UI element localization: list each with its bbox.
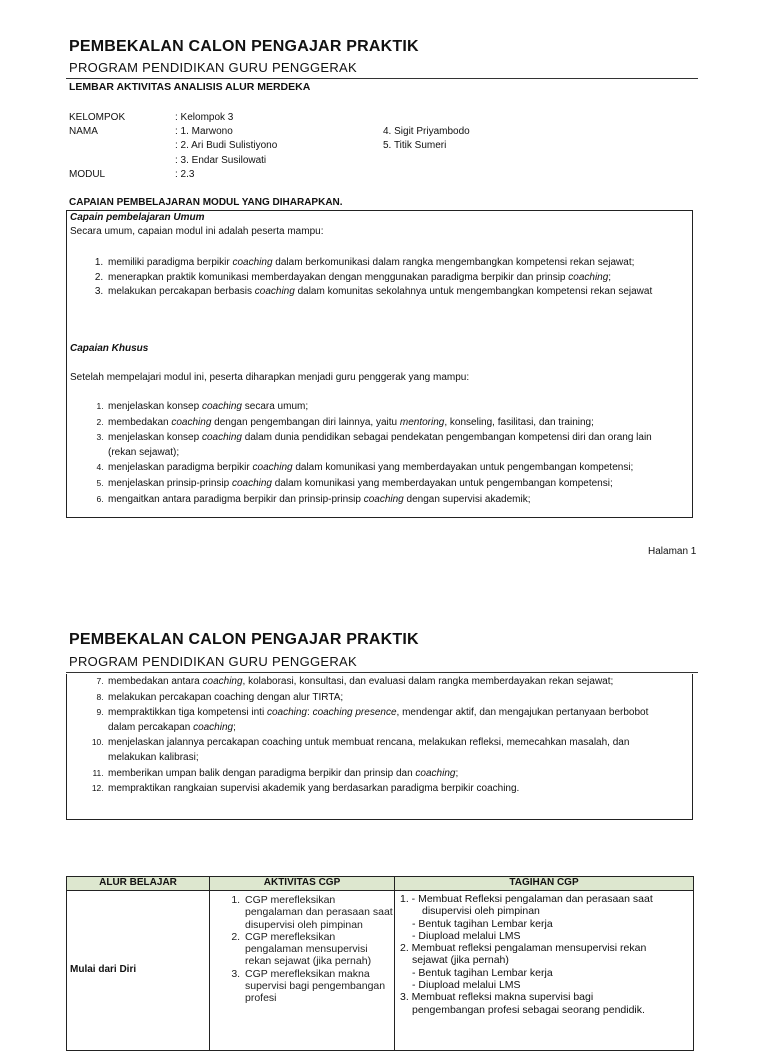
tagihan-line: pengembangan profesi sebagai seorang pendidik. [412, 1003, 645, 1016]
list-item: 3. melakukan percakapan berbasis coaching dalam komunitas sekolahnya untuk mengembangkan kompetensi rekan sejawat [106, 285, 670, 300]
tagihan-line: 2. Membuat refleksi pengalaman mensupervisi rekan [400, 942, 647, 955]
kelompok-value: : Kelompok 3 [175, 112, 234, 123]
tagihan-line: 1. - Membuat Refleksi pengalaman dan perasaan saat [400, 893, 653, 905]
tagihan-line: sejawat (jika pernah) [412, 954, 509, 967]
capaian-box [66, 210, 693, 518]
table-row [67, 891, 694, 1051]
table-header-row [67, 877, 694, 891]
list-item: 9. mempraktikkan tiga kompetensi inti coaching: coaching presence, mendengar aktif, dan mengajukan pertanyaan berbobot dalam percakapan coaching; [106, 705, 670, 735]
tagihan-line: - Diupload melalui LMS [412, 929, 521, 942]
alur-cell: Mulai dari Diri [67, 891, 210, 1051]
nama-label: NAMA [69, 126, 98, 137]
program-subtitle: PROGRAM PENDIDIKAN GURU PENGGERAK [69, 60, 357, 75]
sheet-title: LEMBAR AKTIVITAS ANALISIS ALUR MERDEKA [69, 81, 311, 93]
kelompok-label: KELOMPOK [69, 112, 126, 123]
umum-list [70, 256, 670, 300]
alur-table [66, 876, 694, 1051]
header-alur: ALUR BELAJAR [67, 877, 210, 891]
umum-title: Capain pembelajaran Umum [70, 212, 205, 223]
tagihan-line: 3. Membuat refleksi makna supervisi bagi [400, 991, 594, 1004]
member-1: : 1. Marwono [175, 126, 233, 137]
list-item: 3. menjelaskan konsep coaching dalam dunia pendidikan sebagai pendekatan pengembangan kompetensi diri dan orang lain (rekan sejawat); [106, 430, 670, 460]
capaian-box-continued [66, 674, 693, 820]
member-2: : 2. Ari Budi Sulistiyono [175, 140, 278, 151]
list-item: 6. mengaitkan antara paradigma berpikir dan prinsip-prinsip coaching dengan supervisi akademik; [106, 492, 670, 508]
page-number: Halaman 1 [648, 546, 697, 557]
member-4: 4. Sigit Priyambodo [383, 126, 470, 137]
khusus-list-page2 [70, 674, 670, 797]
modul-label: MODUL [69, 169, 106, 180]
program-subtitle-2: PROGRAM PENDIDIKAN GURU PENGGERAK [69, 654, 357, 669]
member-5: 5. Titik Sumeri [383, 140, 447, 151]
list-item: 2. menerapkan praktik komunikasi memberdayakan dengan menggunakan paradigma berpikir dan prinsip coaching; [106, 271, 670, 286]
khusus-intro: Setelah mempelajari modul ini, peserta diharapkan menjadi guru penggerak yang mampu: [70, 372, 470, 383]
tagihan-line: - Bentuk tagihan Lembar kerja [412, 966, 553, 979]
header-rule-2 [66, 672, 698, 673]
aktivitas-cell [210, 891, 395, 1051]
tagihan-line: - Diupload melalui LMS [412, 979, 521, 992]
modul-value: : 2.3 [175, 169, 195, 180]
list-item: 1. memiliki paradigma berpikir coaching dalam berkomunikasi dalam rangka mengembangkan kompetensi rekan sejawat; [106, 256, 670, 271]
member-3: : 3. Endar Susilowati [175, 155, 267, 166]
list-item: 8. melakukan percakapan coaching dengan alur TIRTA; [106, 690, 670, 706]
page-title: PEMBEKALAN CALON PENGAJAR PRAKTIK [69, 38, 419, 55]
khusus-title: Capaian Khusus [70, 343, 149, 354]
header-aktivitas: AKTIVITAS CGP [210, 877, 395, 891]
list-item: 5. menjelaskan prinsip-prinsip coaching dalam komunikasi yang memberdayakan untuk pengembangan kompetensi; [106, 476, 670, 492]
umum-intro: Secara umum, capaian modul ini adalah peserta mampu: [70, 226, 324, 237]
list-item: 11. memberikan umpan balik dengan paradigma berpikir dan prinsip dan coaching; [106, 766, 670, 782]
page-title-2: PEMBEKALAN CALON PENGAJAR PRAKTIK [69, 631, 419, 648]
khusus-list-page1 [70, 399, 670, 507]
header-tagihan: TAGIHAN CGP [395, 877, 694, 891]
aktivitas-item: 1. CGP merefleksikan pengalaman dan perasaan saat disupervisi oleh pimpinan [243, 894, 393, 931]
tagihan-cell [395, 891, 694, 1051]
list-item: 1. menjelaskan konsep coaching secara umum; [106, 399, 670, 415]
aktivitas-item: 3. CGP merefleksikan makna supervisi bagi pengembangan profesi [243, 968, 393, 1005]
list-item: 12. mempraktikan rangkaian supervisi akademik yang berdasarkan paradigma berpikir coaching. [106, 781, 670, 797]
list-item: 7. membedakan antara coaching, kolaborasi, konsultasi, dan evaluasi dalam rangka memberdayakan rekan sejawat; [106, 674, 670, 690]
tagihan-line: - Bentuk tagihan Lembar kerja [412, 917, 553, 930]
list-item: 10. menjelaskan jalannya percakapan coaching untuk membuat rencana, melakukan refleksi, memecahkan masalah, dan melakukan kalibrasi; [106, 735, 670, 765]
list-item: 2. membedakan coaching dengan pengembangan diri lainnya, yaitu mentoring, konseling, fasilitasi, dan training; [106, 415, 670, 431]
list-item: 4. menjelaskan paradigma berpikir coaching dalam komunikasi yang memberdayakan untuk pengembangan kompetensi; [106, 460, 670, 476]
tagihan-line: disupervisi oleh pimpinan [422, 905, 540, 918]
header-rule [66, 78, 698, 79]
aktivitas-item: 2. CGP merefleksikan pengalaman mensupervisi rekan sejawat (jika pernah) [243, 931, 393, 968]
capaian-heading: CAPAIAN PEMBELAJARAN MODUL YANG DIHARAPKAN. [69, 197, 343, 208]
